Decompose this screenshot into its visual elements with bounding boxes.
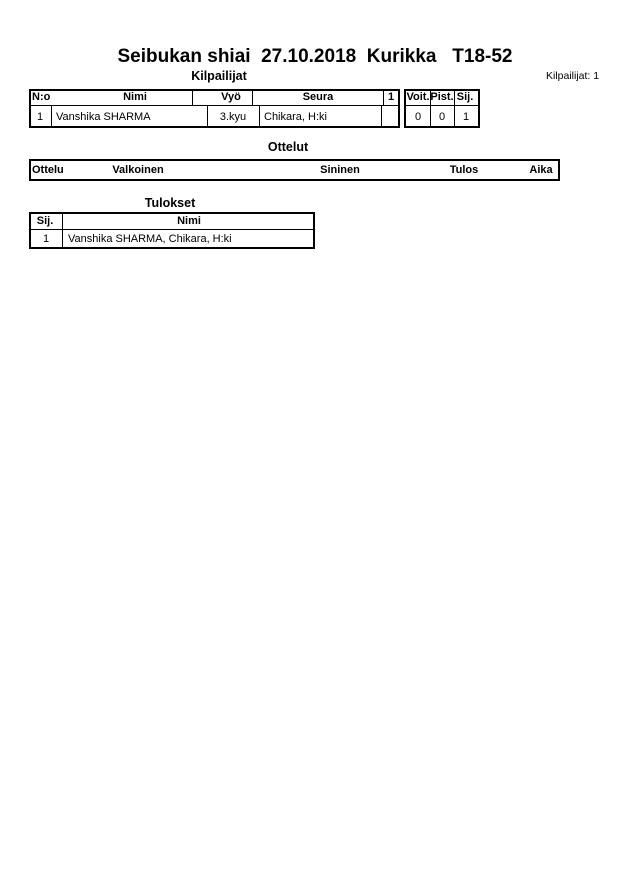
column-separator bbox=[51, 106, 52, 126]
competitor-club: Chikara, H:ki bbox=[264, 111, 327, 123]
page-title: Seibukan shiai 27.10.2018 Kurikka T18-52 bbox=[117, 46, 513, 67]
col-header-points: Pist. bbox=[430, 91, 454, 103]
col-header-result: Tulos bbox=[449, 164, 479, 176]
column-separator bbox=[192, 91, 193, 105]
column-separator bbox=[62, 214, 63, 229]
col-header-match-1: 1 bbox=[387, 91, 395, 103]
col-header-white: Valkoinen bbox=[112, 164, 164, 176]
competitor-points: 0 bbox=[438, 111, 446, 123]
result-name: Vanshika SHARMA, Chikara, H:ki bbox=[68, 233, 232, 245]
column-separator bbox=[252, 91, 253, 105]
column-separator bbox=[381, 106, 382, 126]
column-separator bbox=[383, 91, 384, 105]
results-section-heading: Tulokset bbox=[144, 196, 196, 210]
competitors-count: Kilpailijat: 1 bbox=[546, 70, 600, 82]
competitor-name: Vanshika SHARMA bbox=[56, 111, 151, 123]
matches-section-heading: Ottelut bbox=[267, 140, 309, 154]
competitor-belt: 3.kyu bbox=[219, 111, 247, 123]
col-header-club: Seura bbox=[302, 91, 334, 103]
col-header-blue: Sininen bbox=[320, 164, 360, 176]
col-header-match: Ottelu bbox=[32, 164, 64, 176]
competitor-number: 1 bbox=[36, 111, 44, 123]
competitor-place: 1 bbox=[462, 111, 470, 123]
col-header-name: Nimi bbox=[177, 215, 201, 227]
col-header-wins: Voit. bbox=[406, 91, 430, 103]
column-separator bbox=[62, 230, 63, 247]
column-separator bbox=[259, 106, 260, 126]
matches-table-header bbox=[29, 159, 560, 181]
results-table-header bbox=[29, 212, 315, 230]
column-separator bbox=[454, 91, 455, 105]
result-place: 1 bbox=[42, 233, 50, 245]
column-separator bbox=[454, 106, 455, 126]
col-header-number: N:o bbox=[32, 91, 51, 103]
competitors-table-header-left bbox=[29, 89, 400, 106]
column-separator bbox=[430, 106, 431, 126]
col-header-name: Nimi bbox=[123, 91, 147, 103]
competitor-wins: 0 bbox=[414, 111, 422, 123]
column-separator bbox=[207, 106, 208, 126]
col-header-place: Sij. bbox=[36, 215, 54, 227]
col-header-time: Aika bbox=[529, 164, 553, 176]
col-header-place: Sij. bbox=[456, 91, 474, 103]
col-header-belt: Vyö bbox=[221, 91, 241, 103]
competitors-section-label: Kilpailijat bbox=[191, 69, 247, 83]
